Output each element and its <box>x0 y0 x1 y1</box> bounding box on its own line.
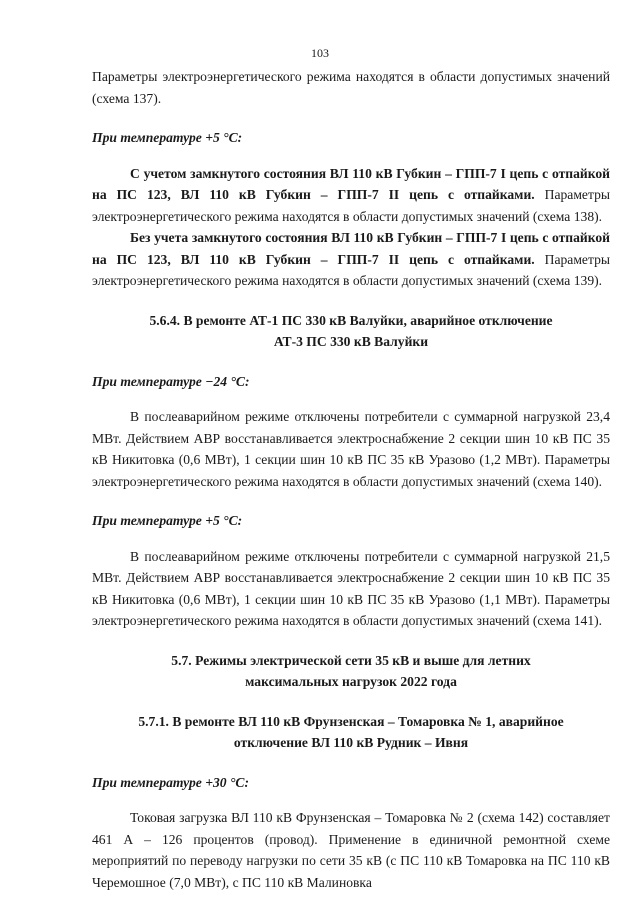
paragraph-3-bold: Без учета замкнутого состояния ВЛ 110 кВ Губкин – ГПП-7 I цепь с отпайкой на ПС 123, ВЛ 110 кВ Губкин – ГПП-7 II цепь с отпайками. <box>92 230 610 267</box>
document-body <box>92 66 610 893</box>
section-heading-5-6-4-line1: 5.6.4. В ремонте АТ-1 ПС 330 кВ Валуйки, аварийное отключение <box>149 312 553 328</box>
section-heading-5-7-1-line2: отключение ВЛ 110 кВ Рудник – Ивня <box>233 735 469 750</box>
paragraph-2 <box>92 163 610 228</box>
paragraph-3 <box>92 227 610 292</box>
paragraph-6: Токовая загрузка ВЛ 110 кВ Фрунзенская – Томаровка № 2 (схема 142) составляет 461 А – 126 процентов (провод). Применение в единичной ремонтной схеме мероприятий по переводу нагрузки по сети 35 кВ (с ПС 110 кВ Томаровка на ПС 110 кВ Черемошное (7,0 МВт), с ПС 110 кВ Малиновка <box>92 810 610 890</box>
section-heading-5-7-1-line1: 5.7.1. В ремонте ВЛ 110 кВ Фрунзенская – Томаровка № 1, аварийное <box>138 713 564 729</box>
paragraph-5: В послеаварийном режиме отключены потребители с суммарной нагрузкой 21,5 МВт. Действием АВР восстанавливается электроснабжение 2 секции шин 10 кВ ПС 35 кВ Никитовка (0,6 МВт), 1 секции шин 10 кВ ПС 35 кВ Уразово (1,1 МВт). Параметры электроэнергетического режима находятся в области допустимых значений (схема 141). <box>92 548 610 628</box>
paragraph-1: Параметры электроэнергетического режима находятся в области допустимых значений (схема 137). <box>92 69 610 106</box>
temperature-heading-2: При температуре −24 °С: <box>92 373 250 389</box>
paragraph-3-text: Параметры электроэнергетического режима находятся в области допустимых значений (схема 139). <box>92 251 611 288</box>
page-number: 103 <box>311 46 329 60</box>
temperature-heading-3: При температуре +5 °С: <box>92 513 243 528</box>
section-heading-5-7-line1: 5.7. Режимы электрической сети 35 кВ и выше для летних <box>171 652 531 668</box>
section-heading-5-7-line2: максимальных нагрузок 2022 года <box>245 674 457 689</box>
paragraph-2-text: Параметры электроэнергетического режима находятся в области допустимых значений (схема 138). <box>92 187 611 224</box>
paragraph-4: В послеаварийном режиме отключены потребители с суммарной нагрузкой 23,4 МВт. Действием АВР восстанавливается электроснабжение 2 секции шин 10 кВ ПС 35 кВ Никитовка (0,6 МВт), 1 секции шин 10 кВ ПС 35 кВ Уразово (1,2 МВт). Параметры электроэнергетического режима находятся в области допустимых значений (схема 140). <box>92 409 610 489</box>
temperature-heading-1: При температуре +5 °С: <box>92 130 243 145</box>
section-heading-5-6-4-line2: АТ-3 ПС 330 кВ Валуйки <box>273 334 429 349</box>
paragraph-2-bold: С учетом замкнутого состояния ВЛ 110 кВ Губкин – ГПП-7 I цепь с отпайкой на ПС 123, ВЛ 110 кВ Губкин – ГПП-7 II цепь с отпайками. <box>92 165 610 202</box>
temperature-heading-4: При температуре +30 °С: <box>92 774 250 790</box>
